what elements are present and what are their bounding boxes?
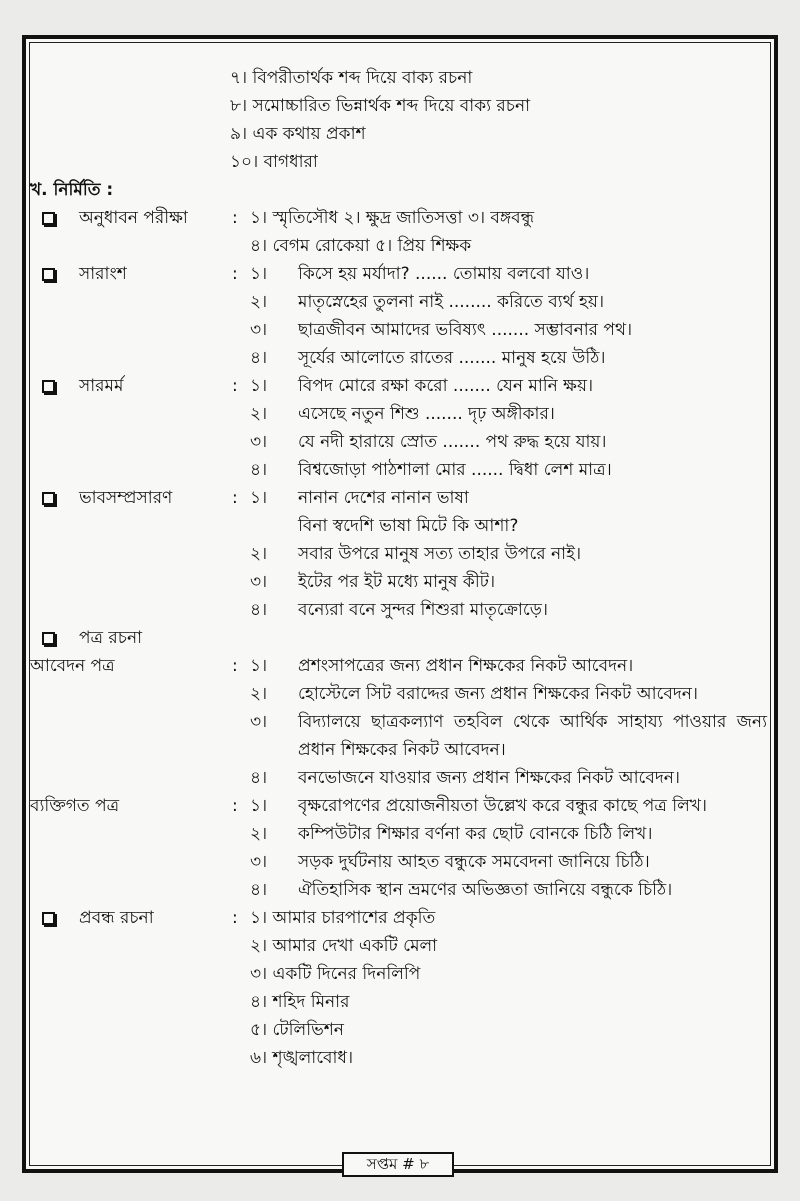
list-item: ৪। বেগম রোকেয়া ৫। প্রিয় শিক্ষক xyxy=(250,236,472,256)
list-item xyxy=(250,876,767,904)
item-number: ১। xyxy=(250,376,268,396)
list-item xyxy=(250,596,767,624)
top-list-item: ৯। এক কথায় প্রকাশ xyxy=(230,124,366,144)
item-text: বৃক্ষরোপণের প্রয়োজনীয়তা উল্লেখ করে বন্ধুর কাছে পত্র লিখ। xyxy=(298,796,707,816)
subsection-label-text: ব্যক্তিগত পত্র xyxy=(30,796,120,816)
separator-colon: : xyxy=(232,908,238,928)
page-footer-label: সপ্তম # ৮ xyxy=(342,1152,454,1177)
section-label-text: সারমর্ম xyxy=(79,376,124,396)
item-text: কম্পিউটার শিক্ষার বর্ণনা কর ছোট বোনকে চিঠি লিখ। xyxy=(298,824,653,844)
item-text-line: নানান দেশের নানান ভাষা xyxy=(298,488,469,508)
section-body xyxy=(250,260,767,372)
section-label xyxy=(30,204,232,232)
item-text-line: বিনা স্বদেশি ভাষা মিটে কি আশা? xyxy=(298,516,519,536)
item-text xyxy=(298,484,767,540)
item-text: ইটের পর ইট মধ্যে মানুষ কীট। xyxy=(298,572,496,592)
section-body xyxy=(250,204,767,260)
item-text: বন্যেরা বনে সুন্দর শিশুরা মাতৃক্রোড়ে। xyxy=(298,600,548,620)
item-number: ২। xyxy=(250,404,268,424)
item-number: ৪। xyxy=(250,600,268,620)
top-list-item: ১০। বাগধারা xyxy=(230,152,318,172)
list-item xyxy=(250,848,767,876)
item-number: ৩। xyxy=(250,320,268,340)
item-text: যে নদী হারায়ে স্রোত ....... পথ রুদ্ধ হয়ে যায়। xyxy=(298,432,607,452)
item-number: ৩। xyxy=(250,572,268,592)
list-item xyxy=(250,568,767,596)
checkbox-icon xyxy=(42,632,55,645)
list-item xyxy=(250,792,767,820)
subsection-label xyxy=(30,792,232,820)
list-item xyxy=(250,260,767,288)
section-personal-letters xyxy=(30,792,767,904)
section-label-text: ভাবসম্প্রসারণ xyxy=(79,488,173,508)
checkbox-icon xyxy=(42,268,55,281)
subsection-label xyxy=(30,652,232,680)
list-item: ২। আমার দেখা একটি মেলা xyxy=(250,936,438,956)
section-body xyxy=(250,792,767,904)
item-text: মাতৃস্নেহের তুলনা নাই ........ করিতে ব্যর্থ হয়। xyxy=(298,292,605,312)
list-item xyxy=(250,652,767,680)
section-label-text: পত্র রচনা xyxy=(79,628,143,648)
separator-colon: : xyxy=(232,376,238,396)
page-content xyxy=(30,64,767,1072)
list-item xyxy=(250,456,767,484)
list-item xyxy=(250,428,767,456)
section-body xyxy=(250,484,767,624)
separator-colon: : xyxy=(232,488,238,508)
section-label xyxy=(30,904,232,932)
separator-colon: : xyxy=(232,796,238,816)
item-number: ৩। xyxy=(250,432,268,452)
item-number: ১। xyxy=(250,488,268,508)
item-text: এসেছে নতুন শিশু ....... দৃঢ় অঙ্গীকার। xyxy=(298,404,555,424)
item-number: ৪। xyxy=(250,348,268,368)
list-item xyxy=(250,680,767,708)
item-number: ৩। xyxy=(250,852,268,872)
section-label-text: সারাংশ xyxy=(79,264,127,284)
list-item: ৬। শৃঙ্খলাবোধ। xyxy=(250,1048,354,1068)
list-item: ৫। টেলিভিশন xyxy=(250,1020,344,1040)
item-text: সূর্যের আলোতে রাতের ....... মানুষ হয়ে উঠি। xyxy=(298,348,606,368)
item-text: বিদ্যালয়ে ছাত্রকল্যাণ তহবিল থেকে আর্থিক সাহায্য পাওয়ার জন্য প্রধান শিক্ষকের নিকট আবেদন। xyxy=(298,712,767,760)
checkbox-icon xyxy=(42,492,55,505)
section-essay xyxy=(30,904,767,1072)
list-item xyxy=(250,372,767,400)
item-number: ৪। xyxy=(250,880,268,900)
list-item: ১। স্মৃতিসৌধ ২। ক্ষুদ্র জাতিসত্তা ৩। বঙ্গবন্ধু xyxy=(250,208,535,228)
section-body xyxy=(250,904,767,1072)
separator-colon: : xyxy=(232,264,238,284)
item-number: ১। xyxy=(250,796,268,816)
item-number: ২। xyxy=(250,824,268,844)
section-body xyxy=(250,652,767,792)
section-label xyxy=(30,372,232,400)
section-letters xyxy=(30,624,767,652)
top-list-item: ৭। বিপরীতার্থক শব্দ দিয়ে বাক্য রচনা xyxy=(230,68,473,88)
list-item xyxy=(250,316,767,344)
item-number: ২। xyxy=(250,544,268,564)
checkbox-icon xyxy=(42,212,55,225)
item-text: ছাত্রজীবন আমাদের ভবিষ্যৎ ....... সম্ভাবনার পথ। xyxy=(298,320,633,340)
list-item xyxy=(250,540,767,568)
item-number: ৪। xyxy=(250,460,268,480)
separator-colon: : xyxy=(232,656,238,676)
list-item: ৩। একটি দিনের দিনলিপি xyxy=(250,964,421,984)
item-text: বিশ্বজোড়া পাঠশালা মোর ...... দ্বিধা লেশ মাত্র। xyxy=(298,460,612,480)
separator-colon: : xyxy=(232,208,238,228)
checkbox-icon xyxy=(42,912,55,925)
item-number: ২। xyxy=(250,292,268,312)
list-item xyxy=(250,708,767,764)
item-text: কিসে হয় মর্যাদা? ...... তোমায় বলবো যাও। xyxy=(298,264,590,284)
list-item: ১। আমার চারপাশের প্রকৃতি xyxy=(250,908,436,928)
section-summary xyxy=(30,260,767,372)
section-expansion xyxy=(30,484,767,624)
item-number: ১। xyxy=(250,656,268,676)
item-number: ১। xyxy=(250,264,268,284)
checkbox-icon xyxy=(42,380,55,393)
section-gist xyxy=(30,372,767,484)
list-item xyxy=(250,820,767,848)
section-label xyxy=(30,260,232,288)
section-application-letters xyxy=(30,652,767,792)
section-label-text: অনুধাবন পরীক্ষা xyxy=(79,208,188,228)
top-list xyxy=(30,64,767,176)
section-label xyxy=(30,624,232,652)
item-text: বনভোজনে যাওয়ার জন্য প্রধান শিক্ষকের নিকট আবেদন। xyxy=(298,768,680,788)
list-item xyxy=(250,484,767,540)
item-number: ৩। xyxy=(250,712,268,732)
item-text: সড়ক দুর্ঘটনায় আহত বন্ধুকে সমবেদনা জানিয়ে চিঠি। xyxy=(298,852,650,872)
item-text: সবার উপরে মানুষ সত্য তাহার উপরে নাই। xyxy=(298,544,582,564)
part-heading: খ. নির্মিতি : xyxy=(30,180,114,200)
list-item xyxy=(250,400,767,428)
list-item xyxy=(250,288,767,316)
item-number: ৪। xyxy=(250,768,268,788)
section-label xyxy=(30,484,232,512)
subsection-label-text: আবেদন পত্র xyxy=(30,656,115,676)
item-text: প্রশংসাপত্রের জন্য প্রধান শিক্ষকের নিকট আবেদন। xyxy=(298,656,634,676)
item-text: ঐতিহাসিক স্থান ভ্রমণের অভিজ্ঞতা জানিয়ে বন্ধুকে চিঠি। xyxy=(298,880,673,900)
list-item: ৪। শহিদ মিনার xyxy=(250,992,350,1012)
section-body xyxy=(250,372,767,484)
section-comprehension xyxy=(30,204,767,260)
list-item xyxy=(250,344,767,372)
item-number: ২। xyxy=(250,684,268,704)
list-item xyxy=(250,764,767,792)
item-text: বিপদ মোরে রক্ষা করো ....... যেন মানি ক্ষয়। xyxy=(298,376,594,396)
section-label-text: প্রবন্ধ রচনা xyxy=(79,908,154,928)
top-list-item: ৮। সমোচ্চারিত ভিন্নার্থক শব্দ দিয়ে বাক্য রচনা xyxy=(230,96,531,116)
item-text: হোস্টেলে সিট বরাদ্দের জন্য প্রধান শিক্ষকের নিকট আবেদন। xyxy=(298,684,698,704)
